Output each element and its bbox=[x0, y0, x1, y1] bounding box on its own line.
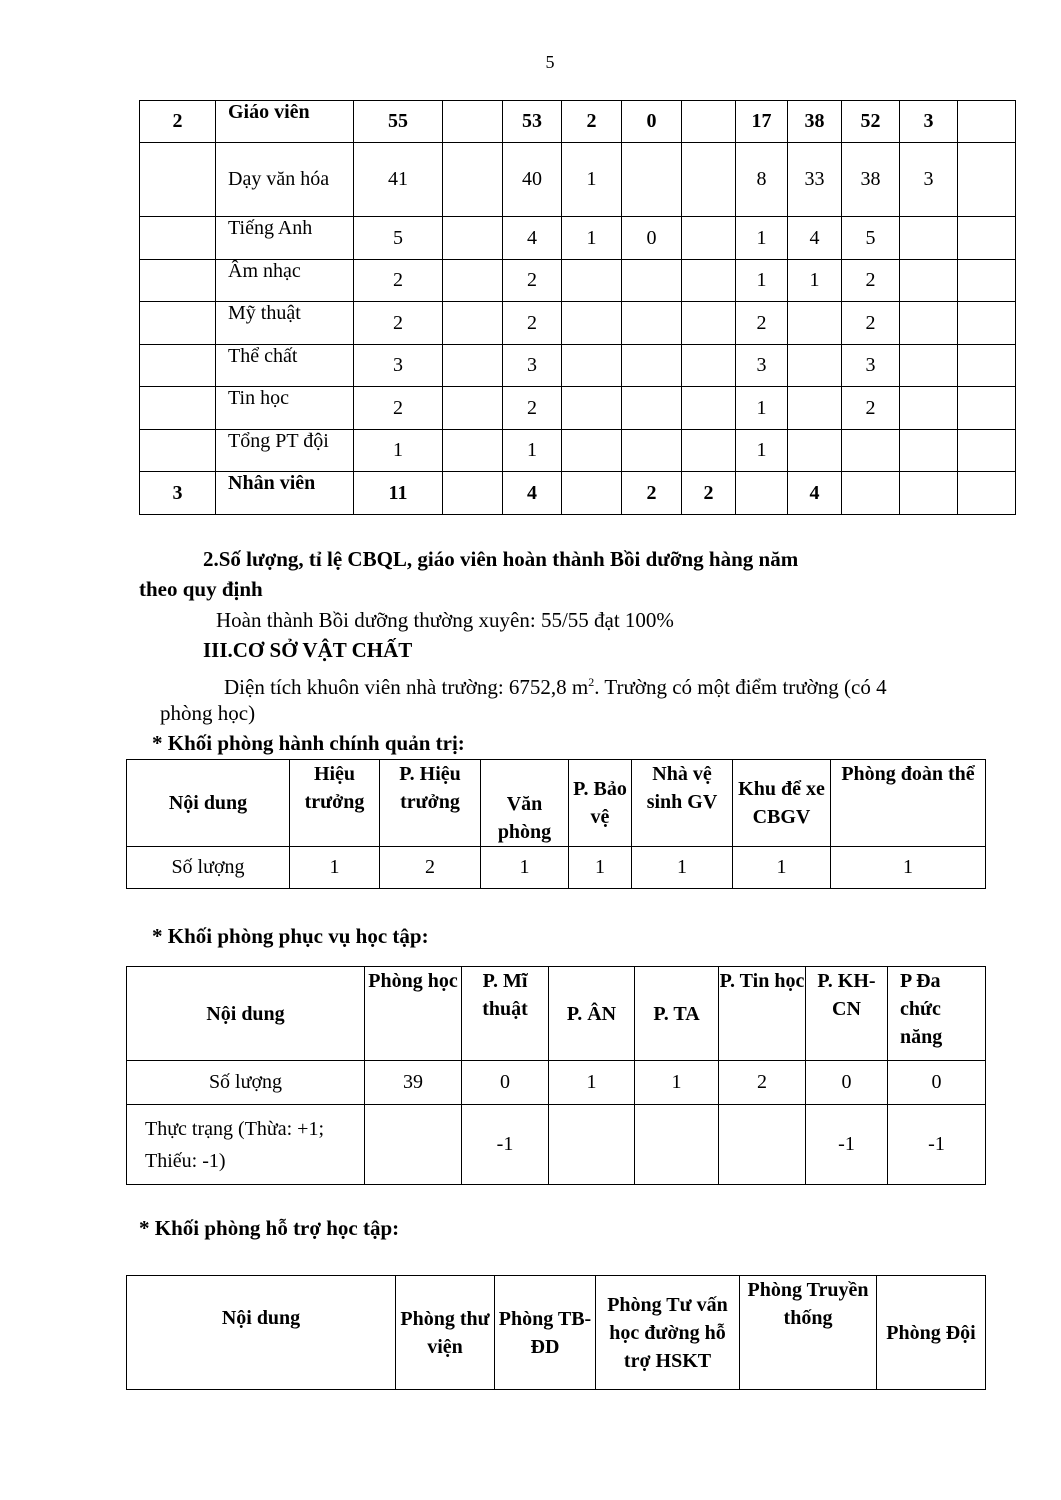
staff-cell bbox=[900, 472, 958, 515]
study-header-cell: P. Mĩ thuật bbox=[462, 967, 549, 1061]
staff-row-label: Tiếng Anh bbox=[216, 217, 354, 260]
staff-cell bbox=[958, 302, 1016, 345]
staff-cell: 2 bbox=[736, 302, 788, 345]
staff-cell bbox=[622, 430, 682, 472]
staff-cell: 33 bbox=[788, 143, 842, 217]
staff-cell bbox=[622, 345, 682, 387]
admin-cell: 1 bbox=[290, 847, 380, 889]
staff-cell: 8 bbox=[736, 143, 788, 217]
staff-cell: 3 bbox=[503, 345, 562, 387]
admin-cell: 1 bbox=[481, 847, 569, 889]
staff-cell: 2 bbox=[503, 260, 562, 302]
staff-row bbox=[140, 345, 1016, 387]
study-cell: -1 bbox=[888, 1105, 986, 1185]
study-cell: 1 bbox=[635, 1061, 719, 1105]
staff-cell bbox=[682, 302, 736, 345]
staff-cell bbox=[443, 302, 503, 345]
staff-cell: 3 bbox=[842, 345, 900, 387]
section2-heading-line1: 2.Số lượng, tỉ lệ CBQL, giáo viên hoàn thành Bồi dưỡng hàng năm bbox=[203, 547, 799, 571]
staff-cell bbox=[443, 101, 503, 143]
staff-cell bbox=[443, 345, 503, 387]
staff-cell bbox=[736, 472, 788, 515]
staff-cell bbox=[562, 302, 622, 345]
staff-table bbox=[139, 100, 1016, 515]
staff-cell: 1 bbox=[736, 387, 788, 430]
admin-cell: 1 bbox=[831, 847, 986, 889]
study-cell: 0 bbox=[806, 1061, 888, 1105]
staff-row-number bbox=[140, 345, 216, 387]
study-block-title: * Khối phòng phục vụ học tập: bbox=[152, 924, 429, 948]
study-cell: 0 bbox=[888, 1061, 986, 1105]
support-header-cell: Phòng TB-ĐD bbox=[495, 1276, 596, 1390]
staff-row bbox=[140, 101, 1016, 143]
staff-row bbox=[140, 302, 1016, 345]
staff-cell: 3 bbox=[900, 143, 958, 217]
staff-cell bbox=[622, 260, 682, 302]
staff-cell bbox=[900, 260, 958, 302]
staff-cell bbox=[562, 260, 622, 302]
study-cell: 39 bbox=[365, 1061, 462, 1105]
staff-cell: 2 bbox=[622, 472, 682, 515]
study-header-cell: P. KH-CN bbox=[806, 967, 888, 1061]
staff-row bbox=[140, 260, 1016, 302]
staff-cell: 1 bbox=[562, 217, 622, 260]
staff-cell: 2 bbox=[562, 101, 622, 143]
staff-cell bbox=[682, 260, 736, 302]
staff-cell: 55 bbox=[354, 101, 443, 143]
staff-cell bbox=[443, 430, 503, 472]
staff-cell bbox=[443, 472, 503, 515]
staff-cell: 2 bbox=[503, 302, 562, 345]
staff-cell bbox=[682, 387, 736, 430]
study-cell: -1 bbox=[462, 1105, 549, 1185]
staff-cell: 0 bbox=[622, 217, 682, 260]
staff-cell bbox=[622, 387, 682, 430]
staff-cell: 4 bbox=[788, 472, 842, 515]
staff-row-number: 3 bbox=[140, 472, 216, 515]
admin-cell: 1 bbox=[733, 847, 831, 889]
staff-row-number bbox=[140, 217, 216, 260]
admin-data-row bbox=[127, 847, 986, 889]
staff-cell bbox=[682, 217, 736, 260]
admin-cell: 1 bbox=[632, 847, 733, 889]
staff-row-label: Nhân viên bbox=[216, 472, 354, 515]
admin-cell: 2 bbox=[380, 847, 481, 889]
staff-row-label: Thể chất bbox=[216, 345, 354, 387]
study-cell: Số lượng bbox=[127, 1061, 365, 1105]
area-text: Diện tích khuôn viên nhà trường: 6752,8 $m^2$. Trường có một điểm trường (có 4 bbox=[224, 675, 887, 699]
staff-cell: 52 bbox=[842, 101, 900, 143]
staff-cell bbox=[622, 143, 682, 217]
study-table bbox=[126, 966, 986, 1185]
admin-cell: Số lượng bbox=[127, 847, 290, 889]
admin-header-row bbox=[127, 760, 986, 847]
staff-cell: 2 bbox=[354, 302, 443, 345]
staff-cell bbox=[682, 101, 736, 143]
support-header-row bbox=[127, 1276, 986, 1390]
staff-cell: 0 bbox=[622, 101, 682, 143]
admin-header-cell: Phòng đoàn thể bbox=[831, 760, 986, 847]
staff-cell bbox=[900, 345, 958, 387]
staff-cell: 11 bbox=[354, 472, 443, 515]
staff-cell bbox=[958, 387, 1016, 430]
staff-cell: 2 bbox=[842, 387, 900, 430]
staff-cell bbox=[788, 430, 842, 472]
study-header-cell: P. Tin học bbox=[719, 967, 806, 1061]
admin-header-cell: P. Hiệu trưởng bbox=[380, 760, 481, 847]
staff-cell bbox=[622, 302, 682, 345]
admin-cell: 1 bbox=[569, 847, 632, 889]
staff-cell: 2 bbox=[842, 260, 900, 302]
staff-row-number bbox=[140, 302, 216, 345]
staff-cell: 4 bbox=[788, 217, 842, 260]
staff-cell bbox=[900, 387, 958, 430]
staff-cell bbox=[682, 345, 736, 387]
staff-row-label: Âm nhạc bbox=[216, 260, 354, 302]
staff-cell bbox=[562, 345, 622, 387]
staff-cell bbox=[900, 217, 958, 260]
staff-cell: 2 bbox=[842, 302, 900, 345]
support-table bbox=[126, 1275, 986, 1390]
support-header-cell: Phòng Đội bbox=[877, 1276, 986, 1390]
staff-cell: 40 bbox=[503, 143, 562, 217]
staff-cell bbox=[562, 430, 622, 472]
section2-text: Hoàn thành Bồi dưỡng thường xuyên: 55/55 đạt 100% bbox=[216, 608, 674, 632]
staff-row-number bbox=[140, 430, 216, 472]
study-cell bbox=[365, 1105, 462, 1185]
staff-cell bbox=[958, 430, 1016, 472]
admin-header-cell: Khu để xe CBGV bbox=[733, 760, 831, 847]
staff-row-number: 2 bbox=[140, 101, 216, 143]
staff-cell: 5 bbox=[354, 217, 443, 260]
staff-cell bbox=[443, 217, 503, 260]
admin-header-cell: Hiệu trưởng bbox=[290, 760, 380, 847]
study-cell: 2 bbox=[719, 1061, 806, 1105]
staff-cell: 1 bbox=[562, 143, 622, 217]
support-header-cell: Phòng Truyền thống bbox=[740, 1276, 877, 1390]
study-cell bbox=[719, 1105, 806, 1185]
staff-cell bbox=[958, 260, 1016, 302]
section3-heading: III.CƠ SỞ VẬT CHẤT bbox=[203, 638, 413, 662]
support-header-cell: Phòng Tư vấn học đường hỗ trợ HSKT bbox=[596, 1276, 740, 1390]
study-data-row bbox=[127, 1061, 986, 1105]
staff-cell: 1 bbox=[736, 217, 788, 260]
staff-cell bbox=[443, 143, 503, 217]
staff-row bbox=[140, 217, 1016, 260]
study-cell: Thực trạng (Thừa: +1; Thiếu: -1) bbox=[127, 1105, 365, 1185]
page-number: 5 bbox=[545, 52, 555, 72]
staff-cell: 2 bbox=[354, 260, 443, 302]
staff-row bbox=[140, 430, 1016, 472]
staff-cell: 17 bbox=[736, 101, 788, 143]
staff-cell bbox=[900, 302, 958, 345]
staff-cell bbox=[958, 345, 1016, 387]
staff-cell: 1 bbox=[736, 260, 788, 302]
staff-row-label: Tin học bbox=[216, 387, 354, 430]
staff-cell: 1 bbox=[788, 260, 842, 302]
staff-cell bbox=[842, 472, 900, 515]
admin-header-cell: Nhà vệ sinh GV bbox=[632, 760, 733, 847]
staff-cell: 3 bbox=[900, 101, 958, 143]
staff-cell bbox=[900, 430, 958, 472]
staff-cell: 53 bbox=[503, 101, 562, 143]
study-header-row bbox=[127, 967, 986, 1061]
staff-cell: 2 bbox=[354, 387, 443, 430]
staff-cell bbox=[788, 302, 842, 345]
admin-header-cell: Nội dung bbox=[127, 760, 290, 847]
staff-row bbox=[140, 143, 1016, 217]
staff-cell: 2 bbox=[682, 472, 736, 515]
staff-row bbox=[140, 387, 1016, 430]
staff-row-number bbox=[140, 143, 216, 217]
staff-cell bbox=[788, 345, 842, 387]
study-cell: -1 bbox=[806, 1105, 888, 1185]
admin-header-cell: P. Bảo vệ bbox=[569, 760, 632, 847]
admin-block-title: * Khối phòng hành chính quản trị: bbox=[152, 731, 465, 755]
study-header-cell: Nội dung bbox=[127, 967, 365, 1061]
study-cell: 0 bbox=[462, 1061, 549, 1105]
support-header-cell: Nội dung bbox=[127, 1276, 396, 1390]
study-header-cell: Phòng học bbox=[365, 967, 462, 1061]
staff-row-number bbox=[140, 387, 216, 430]
staff-cell bbox=[842, 430, 900, 472]
staff-cell bbox=[443, 260, 503, 302]
study-header-cell: P. TA bbox=[635, 967, 719, 1061]
support-block-title: * Khối phòng hỗ trợ học tập: bbox=[139, 1216, 400, 1240]
staff-cell bbox=[958, 217, 1016, 260]
staff-cell: 4 bbox=[503, 472, 562, 515]
staff-row-number bbox=[140, 260, 216, 302]
study-header-cell: P. ÂN bbox=[549, 967, 635, 1061]
staff-cell: 1 bbox=[354, 430, 443, 472]
staff-cell bbox=[682, 430, 736, 472]
staff-row bbox=[140, 472, 1016, 515]
staff-cell bbox=[562, 472, 622, 515]
staff-cell: 41 bbox=[354, 143, 443, 217]
staff-cell: 2 bbox=[503, 387, 562, 430]
staff-cell: 3 bbox=[736, 345, 788, 387]
study-cell: 1 bbox=[549, 1061, 635, 1105]
staff-cell: 38 bbox=[842, 143, 900, 217]
study-cell bbox=[549, 1105, 635, 1185]
staff-cell bbox=[958, 101, 1016, 143]
staff-cell: 38 bbox=[788, 101, 842, 143]
section2-heading-line2: theo quy định bbox=[139, 577, 263, 601]
staff-cell: 5 bbox=[842, 217, 900, 260]
study-cell bbox=[635, 1105, 719, 1185]
staff-cell: 3 bbox=[354, 345, 443, 387]
staff-row-label: Tổng PT đội bbox=[216, 430, 354, 472]
staff-cell: 4 bbox=[503, 217, 562, 260]
support-header-cell: Phòng thư viện bbox=[396, 1276, 495, 1390]
staff-cell bbox=[958, 143, 1016, 217]
admin-table bbox=[126, 759, 986, 889]
staff-cell bbox=[958, 472, 1016, 515]
staff-row-label: Giáo viên bbox=[216, 101, 354, 143]
staff-cell: 1 bbox=[736, 430, 788, 472]
study-status-row bbox=[127, 1105, 986, 1185]
admin-header-cell: Văn phòng bbox=[481, 760, 569, 847]
staff-cell bbox=[682, 143, 736, 217]
staff-row-label: Mỹ thuật bbox=[216, 302, 354, 345]
staff-cell bbox=[788, 387, 842, 430]
area-text-line2: phòng học) bbox=[160, 701, 256, 725]
staff-cell bbox=[562, 387, 622, 430]
staff-cell: 1 bbox=[503, 430, 562, 472]
staff-row-label: Dạy văn hóa bbox=[216, 143, 354, 217]
staff-cell bbox=[443, 387, 503, 430]
study-header-cell: P Đa chức năng bbox=[888, 967, 986, 1061]
